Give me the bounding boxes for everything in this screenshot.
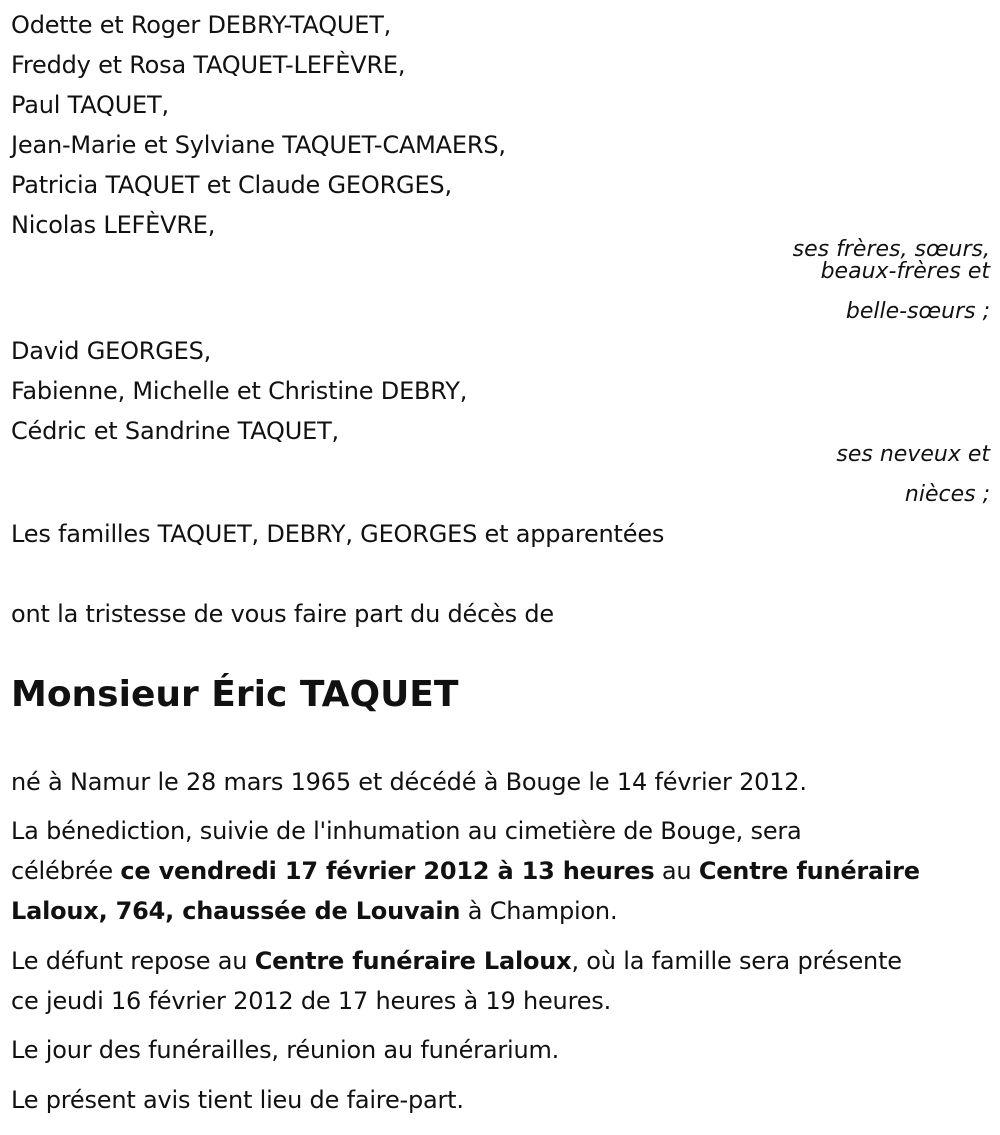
- family-member-line: Freddy et Rosa TAQUET-LEFÈVRE,: [11, 51, 406, 79]
- ceremony-date: ce vendredi 17 février 2012 à 13 heures: [120, 857, 655, 885]
- relation-label: nièces ;: [904, 482, 990, 507]
- ceremony-text: à Champion.: [460, 897, 618, 925]
- families-line: Les familles TAQUET, DEBRY, GEORGES et apparentées: [11, 520, 665, 548]
- family-member-line: Nicolas LEFÈVRE,: [11, 211, 216, 239]
- relation-label: ses frères, sœurs,: [792, 237, 990, 262]
- family-member-line: Odette et Roger DEBRY-TAQUET,: [11, 11, 392, 39]
- ceremony-address: Laloux, 764, chaussée de Louvain: [11, 897, 461, 925]
- notice-line: Le présent avis tient lieu de faire-part.: [11, 1086, 464, 1114]
- family-member-line: David GEORGES,: [11, 337, 212, 365]
- family-member-line: Fabienne, Michelle et Christine DEBRY,: [11, 377, 468, 405]
- ceremony-text: célébrée: [11, 857, 121, 885]
- family-member-line: Paul TAQUET,: [11, 91, 169, 119]
- repose-text: , où la famille sera présente: [571, 947, 902, 975]
- family-member-line: Patricia TAQUET et Claude GEORGES,: [11, 171, 452, 199]
- family-member-line: Cédric et Sandrine TAQUET,: [11, 417, 339, 445]
- ceremony-line: [11, 856, 920, 886]
- ceremony-text: au: [654, 857, 699, 885]
- relation-label: beaux-frères et: [820, 259, 990, 284]
- ceremony-line: [11, 896, 617, 926]
- family-member-line: Jean-Marie et Sylviane TAQUET-CAMAERS,: [11, 131, 506, 159]
- deceased-name: Monsieur Éric TAQUET: [11, 674, 459, 715]
- relation-label: ses neveux et: [836, 442, 990, 467]
- ceremony-line: La bénediction, suivie de l'inhumation au cimetière de Bouge, sera: [11, 817, 802, 845]
- relation-label: belle-sœurs ;: [845, 299, 990, 324]
- announcement-line: ont la tristesse de vous faire part du décès de: [11, 600, 554, 628]
- repose-line: [11, 946, 902, 976]
- reunion-line: Le jour des funérailles, réunion au funérarium.: [11, 1036, 560, 1064]
- repose-line: ce jeudi 16 février 2012 de 17 heures à 19 heures.: [11, 987, 612, 1015]
- birth-death-line: né à Namur le 28 mars 1965 et décédé à Bouge le 14 février 2012.: [11, 768, 807, 796]
- repose-venue: Centre funéraire Laloux: [254, 947, 572, 975]
- repose-text: Le défunt repose au: [11, 947, 255, 975]
- ceremony-venue: Centre funéraire: [698, 857, 920, 885]
